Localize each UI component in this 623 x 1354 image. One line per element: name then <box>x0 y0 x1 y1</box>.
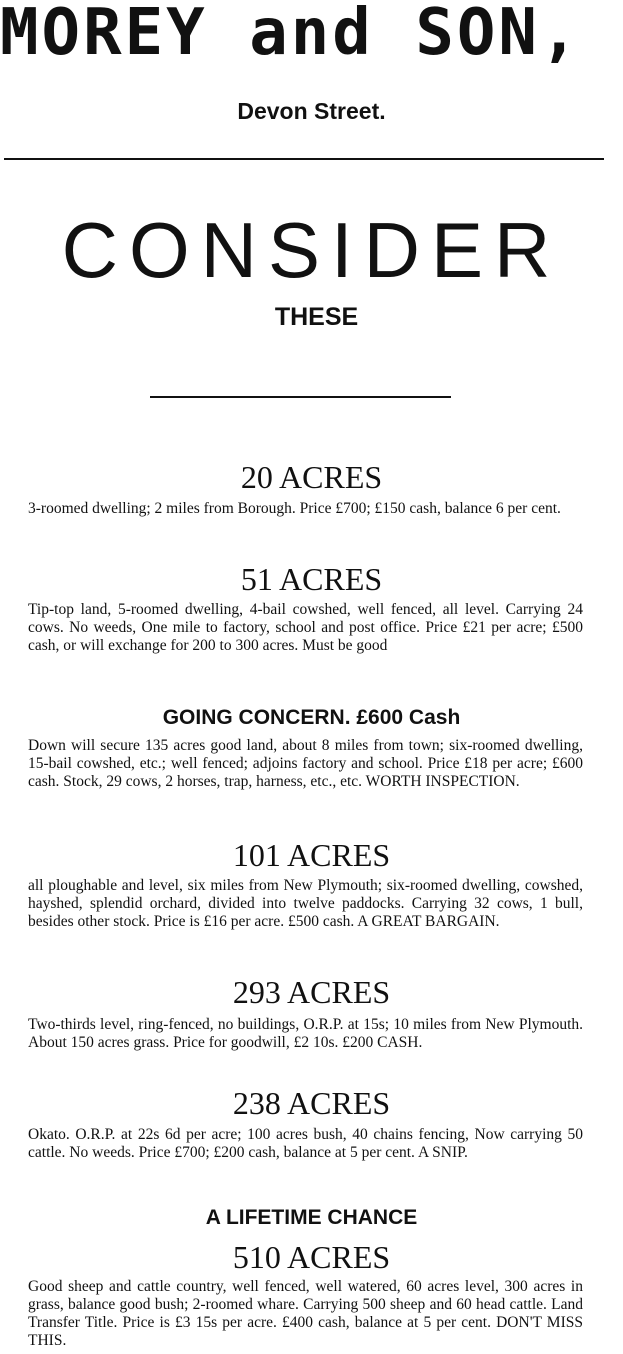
listing-heading: 101 ACRES <box>232 837 391 873</box>
listing-heading: 20 ACRES <box>240 459 383 495</box>
listing-subheading: 510 ACRES <box>232 1239 391 1275</box>
listing-text: Down will secure 135 acres good land, about 8 miles from town; six-roomed dwelling, 15-bail cowshed, etc.; well fenced; adjoins factory and school. Price £18 per acre; £600 cash. Stock, 29 cows, 2 horses, trap, harness, etc., etc. WORTH INSPECTION. <box>28 737 583 790</box>
listing-heading: GOING CONCERN. £600 Cash <box>162 706 461 729</box>
listing-emphasis: A GREAT BARGAIN. <box>357 913 500 930</box>
listing-heading: A LIFETIME CHANCE <box>205 1206 418 1229</box>
listing-heading: 51 ACRES <box>240 561 383 597</box>
listing-text: Two-thirds level, ring-fenced, no buildings, O.R.P. at 15s; 10 miles from New Plymouth. About 150 acres grass. Price for goodwill, £2 10s. £200 CASH. <box>28 1016 583 1051</box>
listing-heading: 238 ACRES <box>232 1085 391 1121</box>
listing-heading: 293 ACRES <box>232 974 391 1010</box>
divider-rule <box>150 396 451 398</box>
listing-text: Tip-top land, 5-roomed dwelling, 4-bail cowshed, well fenced, all level. Carrying 24 cows. No weeds, One mile to factory, school and post office. Price £21 per acre; £500 cash, or will exchange for 200 to 300 acres. Must be good <box>28 601 583 654</box>
street-address: Devon Street. <box>237 98 386 124</box>
listing-text-body: all ploughable and level, six miles from New Plymouth; six-roomed dwelling, cowshed, hayshed, splendid orchard, divided into twelve paddocks. Carrying 32 cows, 1 bull, besides other stock. Price is £16 per acre. £500 cash. <box>28 877 583 930</box>
listing-text <box>28 877 583 931</box>
listing-text: Good sheep and cattle country, well fenced, well watered, 60 acres level, 300 acres in grass, balance good bush; 2-roomed whare. Carrying 500 sheep and 60 head cattle. Land Transfer Title. Price is £3 15s per acre. £400 cash, balance at 5 per cent. DON'T MISS THIS. <box>28 1278 583 1349</box>
listing-text: 3-roomed dwelling; 2 miles from Borough. Price £700; £150 cash, balance 6 per cent. <box>28 500 561 517</box>
headline: CONSIDER <box>61 206 562 294</box>
listing-text: Okato. O.R.P. at 22s 6d per acre; 100 acres bush, 40 chains fencing, Now carrying 50 cattle. No weeds. Price £700; £200 cash, balance at 5 per cent. A SNIP. <box>28 1126 583 1161</box>
subheadline: THESE <box>274 303 359 331</box>
firm-name: MOREY and SON, <box>0 0 582 66</box>
divider-rule <box>4 158 604 160</box>
